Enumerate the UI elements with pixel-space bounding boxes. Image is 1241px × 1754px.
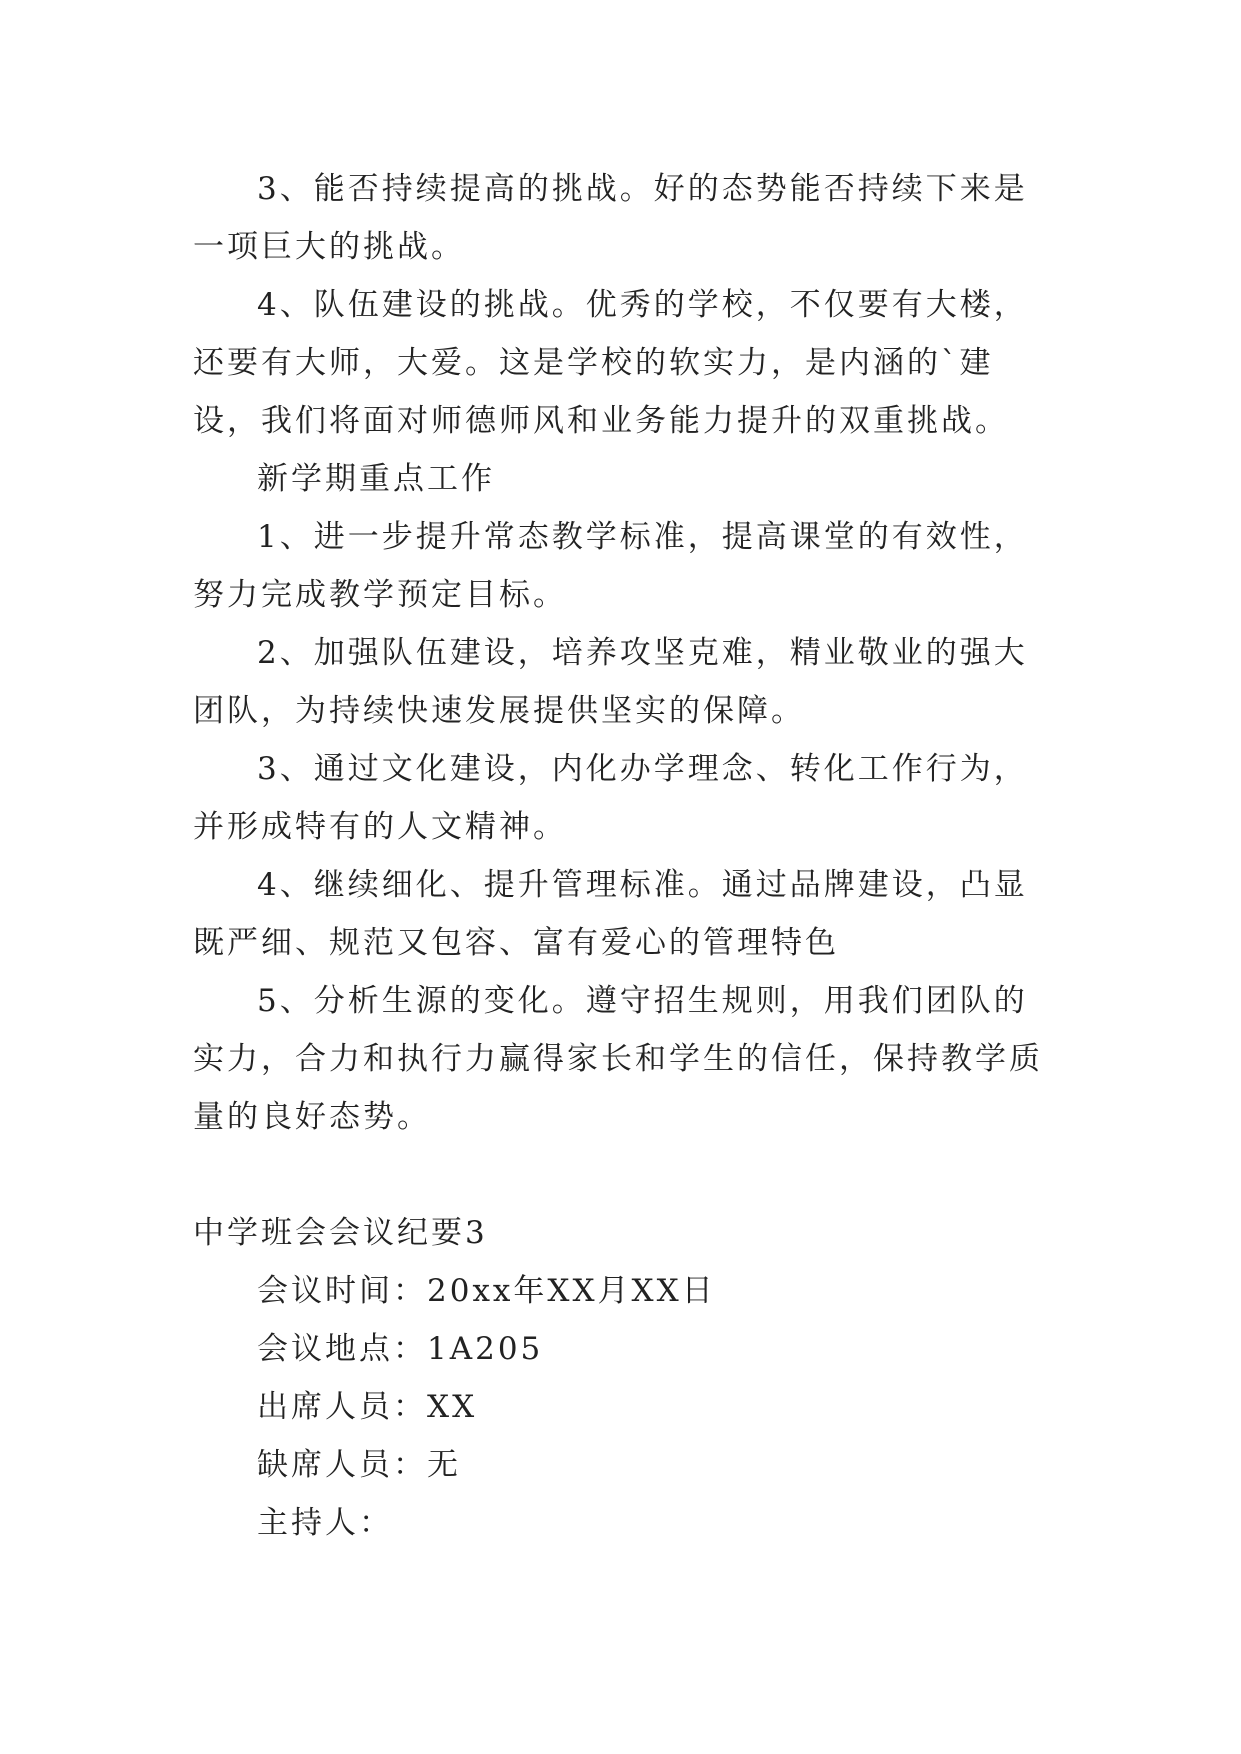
key-work-item-3: 3、通过文化建设，内化办学理念、转化工作行为，并形成特有的人文精神。 xyxy=(193,751,1028,845)
document-body xyxy=(193,160,1053,1552)
meeting-attendees: 出席人员：XX xyxy=(257,1389,478,1425)
meeting-place: 会议地点：1A205 xyxy=(257,1331,544,1367)
meeting-absent: 缺席人员：无 xyxy=(257,1447,461,1483)
paragraph-challenge-3: 3、能否持续提高的挑战。好的态势能否持续下来是一项巨大的挑战。 xyxy=(193,171,1028,265)
meeting-host: 主持人： xyxy=(257,1505,393,1541)
section-title: 中学班会会议纪要3 xyxy=(193,1215,488,1251)
key-work-item-4: 4、继续细化、提升管理标准。通过品牌建设，凸显既严细、规范又包容、富有爱心的管理特色 xyxy=(193,867,1028,961)
key-work-heading: 新学期重点工作 xyxy=(257,461,495,497)
key-work-item-5: 5、分析生源的变化。遵守招生规则，用我们团队的实力，合力和执行力赢得家长和学生的信任，保持教学质量的良好态势。 xyxy=(193,983,1043,1135)
key-work-item-2: 2、加强队伍建设，培养攻坚克难，精业敬业的强大团队，为持续快速发展提供坚实的保障。 xyxy=(193,635,1028,729)
paragraph-challenge-4: 4、队伍建设的挑战。优秀的学校，不仅要有大楼，还要有大师，大爱。这是学校的软实力，是内涵的`建设，我们将面对师德师风和业务能力提升的双重挑战。 xyxy=(193,287,1028,439)
meeting-time: 会议时间：20xx年XX月XX日 xyxy=(257,1273,716,1309)
key-work-item-1: 1、进一步提升常态教学标准，提高课堂的有效性，努力完成教学预定目标。 xyxy=(193,519,1028,613)
